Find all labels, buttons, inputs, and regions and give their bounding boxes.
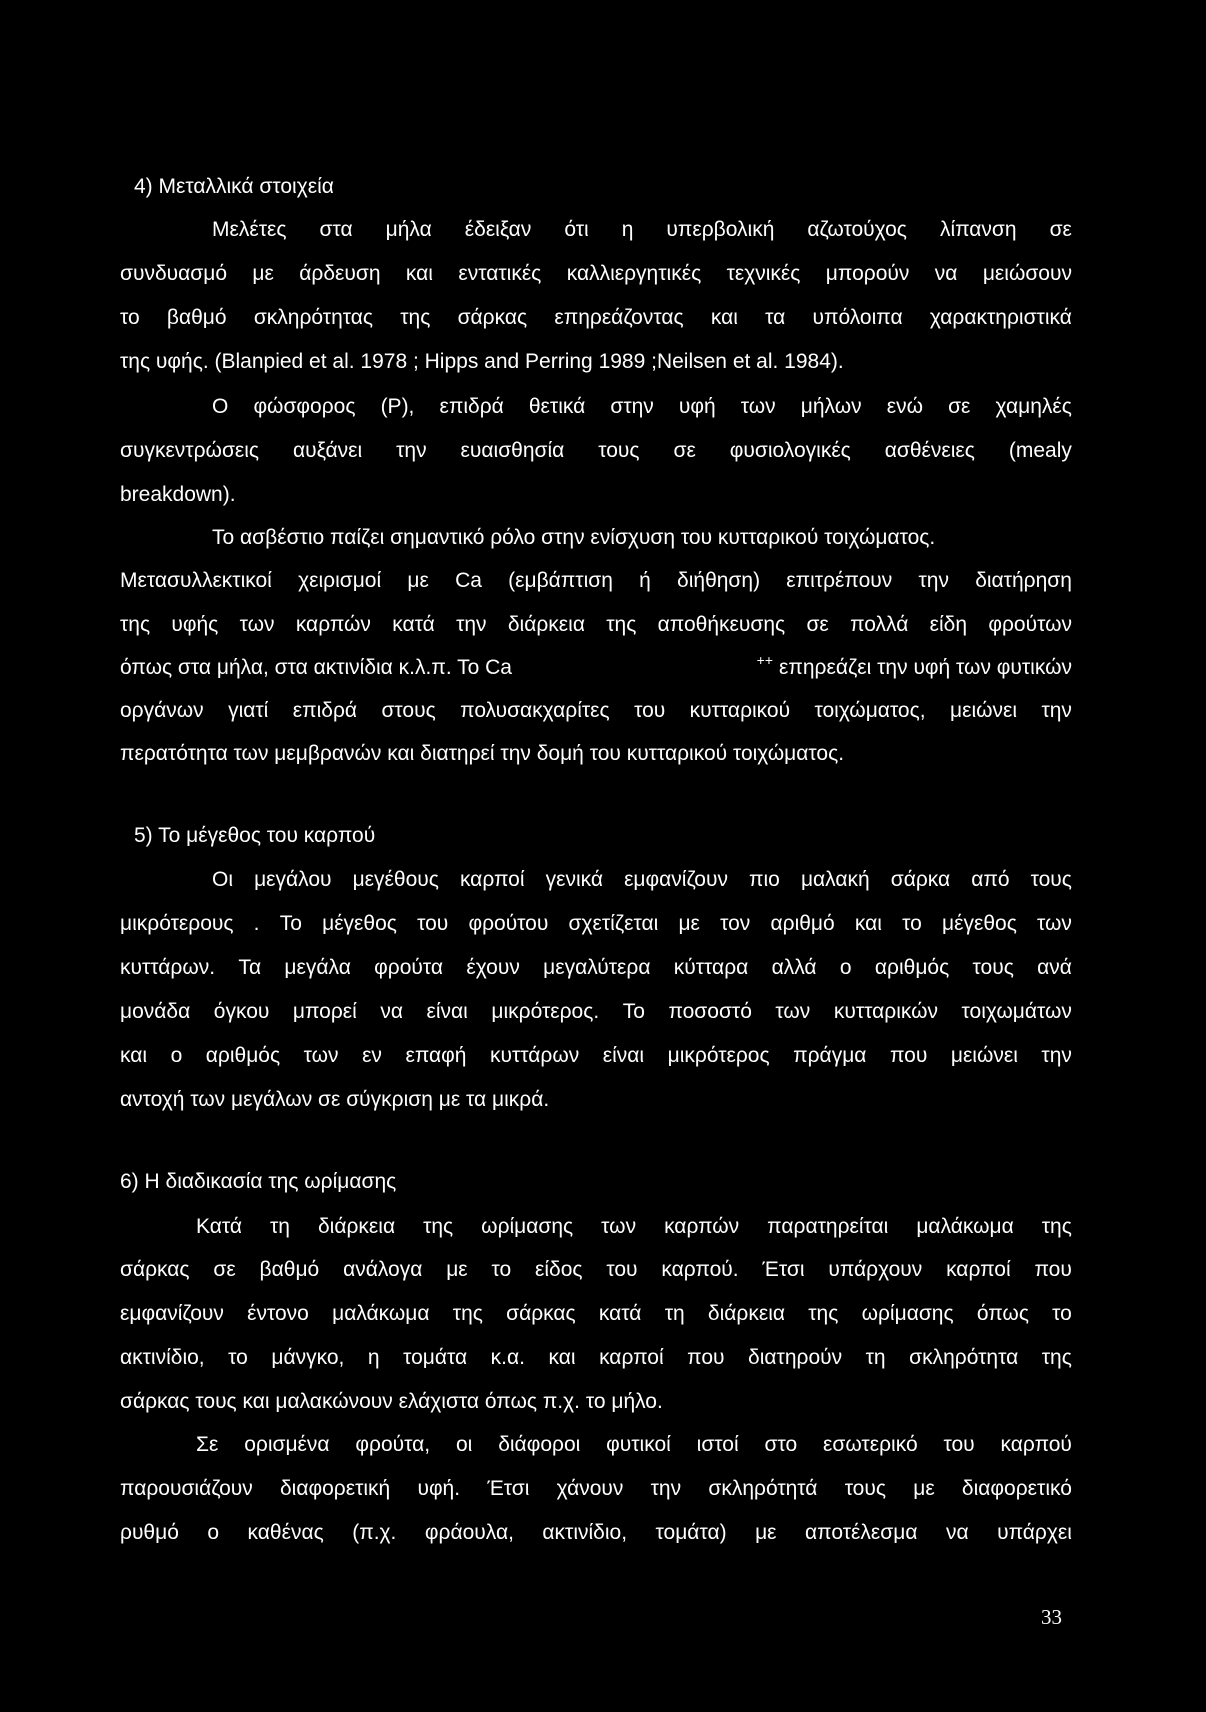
word: που [1034, 1258, 1072, 1281]
word: φρούτου [468, 912, 549, 935]
word: την [396, 439, 427, 462]
word: της [1041, 1346, 1072, 1369]
word: των [239, 613, 275, 636]
word: η [367, 1346, 380, 1369]
word: φώσφορος [253, 395, 356, 418]
word: μαλακή [800, 868, 870, 891]
word: ή [639, 569, 651, 592]
word: είδος [535, 1258, 583, 1281]
word: επηρεάζοντας [554, 306, 684, 329]
word: παρουσιάζουν [120, 1477, 253, 1500]
word: υφής [171, 613, 219, 636]
word: καρπού. [661, 1258, 739, 1281]
word: των [740, 395, 776, 418]
word: τεχνικές [726, 262, 801, 285]
word: (mealy [1008, 439, 1072, 462]
word: . [253, 912, 260, 935]
word: με [446, 1258, 468, 1281]
word: υφή. [417, 1477, 461, 1500]
word: ιστοί [696, 1433, 739, 1456]
word: με [678, 912, 700, 935]
word: είδη [929, 613, 968, 636]
word: αριθμός [205, 1044, 281, 1067]
word: τοιχωμάτων [961, 1000, 1072, 1023]
word: από [971, 868, 1010, 891]
word: σάρκα [890, 868, 951, 891]
word: που [889, 1044, 928, 1067]
word: αριθμό [770, 912, 835, 935]
word: κύτταρα [673, 956, 749, 979]
word: μικρότερος [667, 1044, 770, 1067]
text-line [212, 866, 1072, 894]
word: και [710, 306, 738, 329]
word: στο [764, 1433, 798, 1456]
word: έδειξαν [464, 218, 532, 241]
word: τη [270, 1215, 290, 1238]
word: μεγάλα [284, 956, 351, 979]
word: επιδρά [292, 699, 358, 722]
text-line [212, 216, 1072, 244]
word: όγκου [213, 1000, 270, 1023]
word: ποσοστό [668, 1000, 752, 1023]
word: παρατηρείται [767, 1215, 889, 1238]
text-fragment [757, 654, 1072, 683]
word: της [400, 306, 431, 329]
word: ανάλογα [343, 1258, 423, 1281]
word: τη [865, 1346, 886, 1369]
word: σκληρότητά [708, 1477, 818, 1500]
word: ευαισθησία [460, 439, 565, 462]
word: της [423, 1215, 454, 1238]
word: και [548, 1346, 576, 1369]
word: στην [610, 395, 654, 418]
word: με [252, 262, 274, 285]
word: τους [598, 439, 640, 462]
word: μήλα [385, 218, 432, 241]
word: συνδυασμό [120, 262, 227, 285]
word: συγκεντρώσεις [120, 439, 260, 462]
text-line: περατότητα των μεμβρανών και διατηρεί την δομή του κυτταρικού τοιχώματος. [120, 742, 845, 765]
word: Κατά [196, 1215, 243, 1238]
word: της [452, 1302, 483, 1325]
word: με [913, 1477, 935, 1500]
text-line [120, 910, 1072, 938]
word: τους [972, 956, 1014, 979]
text-line: breakdown). [120, 483, 236, 506]
section-heading-fruit-size: 5) Το μέγεθος του καρπού [134, 824, 376, 847]
word: φρούτα, [355, 1433, 431, 1456]
word: ακτινίδιο, [120, 1346, 205, 1369]
word: φρούτα [374, 956, 444, 979]
word: που [687, 1346, 725, 1369]
word: σε [948, 395, 971, 418]
word: Ca [455, 569, 482, 592]
word: μπορούν [825, 262, 910, 285]
word: να [380, 1000, 403, 1023]
word: μεγάλου [254, 868, 332, 891]
word: σχετίζεται [568, 912, 659, 935]
text-fragment: όπως στα μήλα, στα ακτινίδια κ.λ.π. Το Ca [120, 656, 512, 679]
word: εσωτερικό [823, 1433, 918, 1456]
word: μικρότερος. [491, 1000, 600, 1023]
word: υπάρχουν [828, 1258, 923, 1281]
word: Οι [212, 868, 233, 891]
word: ορισμένα [244, 1433, 330, 1456]
text-line: σάρκας τους και μαλακώνουν ελάχιστα όπως π.χ. το μήλο. [120, 1390, 663, 1413]
word: του [943, 1433, 975, 1456]
text-line [120, 304, 1072, 332]
word: πιο [749, 868, 780, 891]
word: πράγμα [793, 1044, 867, 1067]
word: μέγεθος [322, 912, 397, 935]
word: μπορεί [292, 1000, 357, 1023]
word: ασθένειες [884, 439, 975, 462]
word: Ο [212, 395, 229, 418]
word: χαρακτηριστικά [929, 306, 1072, 329]
word: καρποί [459, 868, 525, 891]
word: τον [720, 912, 751, 935]
word: έχουν [466, 956, 520, 979]
word: εμφανίζουν [624, 868, 728, 891]
word: της [120, 613, 151, 636]
word: είναι [426, 1000, 468, 1023]
word: την [918, 569, 949, 592]
text-line [120, 998, 1072, 1026]
word: της [808, 1302, 839, 1325]
word: κυτταρικών [833, 1000, 938, 1023]
word: έντονο [247, 1302, 309, 1325]
text-line [120, 1475, 1072, 1503]
word: διατήρηση [975, 569, 1072, 592]
word: καρποί [599, 1346, 664, 1369]
word: καρποί [946, 1258, 1011, 1281]
word: ανά [1037, 956, 1072, 979]
word: καρπού [1000, 1433, 1072, 1456]
word: μονάδα [120, 1000, 191, 1023]
word: Έτσι [762, 1258, 805, 1281]
word: διάρκεια [707, 1302, 786, 1325]
text-fragment: επηρεάζει την υφή των φυτικών [779, 656, 1072, 679]
word: Μετασυλλεκτικοί [120, 569, 272, 592]
word: άρδευση [299, 262, 381, 285]
text-line [120, 611, 1072, 639]
word: του [634, 699, 666, 722]
word: κατά [598, 1302, 642, 1325]
word: ωρίμασης [481, 1215, 574, 1238]
word: μάνγκο, [271, 1346, 345, 1369]
text-line: της υφής. (Blanpied et al. 1978 ; Hipps and Perring 1989 ;Neilsen et al. 1984). [120, 350, 844, 373]
word: τομάτα) [655, 1521, 727, 1544]
word: διήθηση) [677, 569, 761, 592]
word: υπερβολική [666, 218, 775, 241]
word: επιτρέπουν [786, 569, 893, 592]
word: και [405, 262, 433, 285]
word: Το [279, 912, 302, 935]
word: μειώνει [950, 1044, 1018, 1067]
text-line: αντοχή των μεγάλων σε σύγκριση με τα μικρά. [120, 1088, 550, 1111]
text-line [212, 393, 1072, 421]
word: φράουλα, [424, 1521, 514, 1544]
word: αποθήκευσης [657, 613, 786, 636]
word: σε [806, 613, 829, 636]
word: στα [319, 218, 353, 241]
word: τους [844, 1477, 886, 1500]
word: σε [213, 1258, 236, 1281]
word: του [606, 1258, 638, 1281]
word: το [228, 1346, 248, 1369]
word: γιατί [228, 699, 269, 722]
word: μειώσουν [982, 262, 1072, 285]
word: εν [362, 1044, 382, 1067]
word: καρπών [664, 1215, 740, 1238]
word: με [755, 1521, 777, 1544]
word: σε [1049, 218, 1072, 241]
section-heading-ripening: 6) Η διαδικασία της ωρίμασης [120, 1170, 397, 1193]
word: μαλάκωμα [916, 1215, 1014, 1238]
section-heading-metals: 4) Μεταλλικά στοιχεία [134, 175, 334, 198]
word: διατηρούν [748, 1346, 843, 1369]
word: εμφανίζουν [120, 1302, 224, 1325]
word: γενικά [545, 868, 603, 891]
word: ο [207, 1521, 220, 1544]
superscript: ++ [756, 652, 774, 668]
word: οργάνων [120, 699, 204, 722]
word: είναι [602, 1044, 645, 1067]
word: μειώνει [949, 699, 1018, 722]
word: το [1052, 1302, 1072, 1325]
word: βαθμό [259, 1258, 320, 1281]
word: του [417, 912, 449, 935]
word: το [902, 912, 922, 935]
word: ότι [564, 218, 589, 241]
word: υπόλοιπα [812, 306, 903, 329]
word: την [650, 1477, 682, 1500]
word: η [621, 218, 634, 241]
word: και [854, 912, 882, 935]
word: μεγέθους [352, 868, 439, 891]
word: φυσιολογικές [729, 439, 851, 462]
word: σάρκας [120, 1258, 190, 1281]
word: των [303, 1044, 339, 1067]
word: αυξάνει [293, 439, 363, 462]
word: καλλιεργητικές [566, 262, 702, 285]
word: Μελέτες [212, 218, 287, 241]
word: βαθμό [166, 306, 227, 329]
word: λίπανση [939, 218, 1017, 241]
word: σκληρότητας [253, 306, 374, 329]
word: κατά [392, 613, 435, 636]
word: της [606, 613, 637, 636]
word: σκληρότητα [909, 1346, 1019, 1369]
word: των [601, 1215, 637, 1238]
word: κυτταρικού [689, 699, 791, 722]
word: στους [381, 699, 436, 722]
word: πολυσακχαρίτες [460, 699, 610, 722]
word: με [407, 569, 429, 592]
word: διάφοροι [498, 1433, 581, 1456]
word: των [1037, 912, 1072, 935]
word: αζωτούχος [807, 218, 907, 241]
text-line [120, 1519, 1072, 1547]
word: διαφορετική [279, 1477, 391, 1500]
word: μέγεθος [942, 912, 1017, 935]
word: θετικά [528, 395, 586, 418]
word: να [945, 1521, 969, 1544]
word: επαφή [405, 1044, 467, 1067]
text-line [120, 954, 1072, 982]
word: Το [622, 1000, 645, 1023]
word: να [934, 262, 958, 285]
word: ο [170, 1044, 183, 1067]
word: (π.χ. [352, 1521, 397, 1544]
word: τους [1030, 868, 1072, 891]
word: την [1041, 1044, 1072, 1067]
word: Τα [238, 956, 262, 979]
word: όπως [976, 1302, 1029, 1325]
word: και [120, 1044, 148, 1067]
word: διάρκεια [507, 613, 585, 636]
word: φυτικοί [606, 1433, 671, 1456]
word: της [1041, 1215, 1072, 1238]
word: Σε [196, 1433, 219, 1456]
text-line [196, 1431, 1072, 1459]
word: το [120, 306, 140, 329]
page-number: 33 [1041, 1605, 1062, 1629]
word: μικρότερους [120, 912, 234, 935]
word: φρούτων [988, 613, 1072, 636]
word: την [1041, 699, 1072, 722]
word: ακτινίδιο, [542, 1521, 628, 1544]
word: Έτσι [487, 1477, 530, 1500]
word: επιδρά [439, 395, 504, 418]
word: σε [673, 439, 696, 462]
word: των [775, 1000, 811, 1023]
word: υφή [678, 395, 716, 418]
word: τη [664, 1302, 685, 1325]
word: καθένας [247, 1521, 324, 1544]
word: τοιχώματος, [814, 699, 926, 722]
word: ενώ [886, 395, 923, 418]
word: μαλάκωμα [332, 1302, 430, 1325]
word: πολλά [850, 613, 909, 636]
word: μήλων [800, 395, 862, 418]
word: το [491, 1258, 512, 1281]
word: ωρίμασης [861, 1302, 954, 1325]
text-line [120, 1300, 1072, 1328]
word: ρυθμό [120, 1521, 179, 1544]
text-line [120, 260, 1072, 288]
text-line [196, 1213, 1072, 1241]
word: αποτέλεσμα [805, 1521, 918, 1544]
word: αριθμός [874, 956, 950, 979]
word: (Ρ), [380, 395, 415, 418]
word: κυττάρων [489, 1044, 580, 1067]
word: την [456, 613, 487, 636]
word: (εμβάπτιση [508, 569, 613, 592]
text-line [120, 1042, 1072, 1070]
word: καρπών [295, 613, 371, 636]
word: υπάρχει [997, 1521, 1072, 1544]
word: διαφορετικό [961, 1477, 1072, 1500]
word: οι [455, 1433, 473, 1456]
word: χειρισμοί [298, 569, 382, 592]
word: διάρκεια [317, 1215, 396, 1238]
word: ο [839, 956, 852, 979]
word: κυττάρων. [120, 956, 216, 979]
text-line [120, 1344, 1072, 1372]
word: χαμηλές [995, 395, 1072, 418]
text-line [120, 697, 1072, 725]
text-line-with-superscript [120, 654, 1072, 683]
word: τα [765, 306, 786, 329]
word: σάρκας [457, 306, 528, 329]
text-line [120, 437, 1072, 465]
word: αλλά [771, 956, 817, 979]
word: κ.α. [490, 1346, 525, 1369]
text-line: Το ασβέστιο παίζει σημαντικό ρόλο στην ενίσχυση του κυτταρικού τοιχώματος. [212, 526, 936, 549]
word: χάνουν [556, 1477, 624, 1500]
word: τομάτα [403, 1346, 468, 1369]
word: εντατικές [458, 262, 542, 285]
word: σάρκας [506, 1302, 576, 1325]
text-line [120, 567, 1072, 595]
text-line [120, 1256, 1072, 1284]
word: μεγαλύτερα [543, 956, 651, 979]
